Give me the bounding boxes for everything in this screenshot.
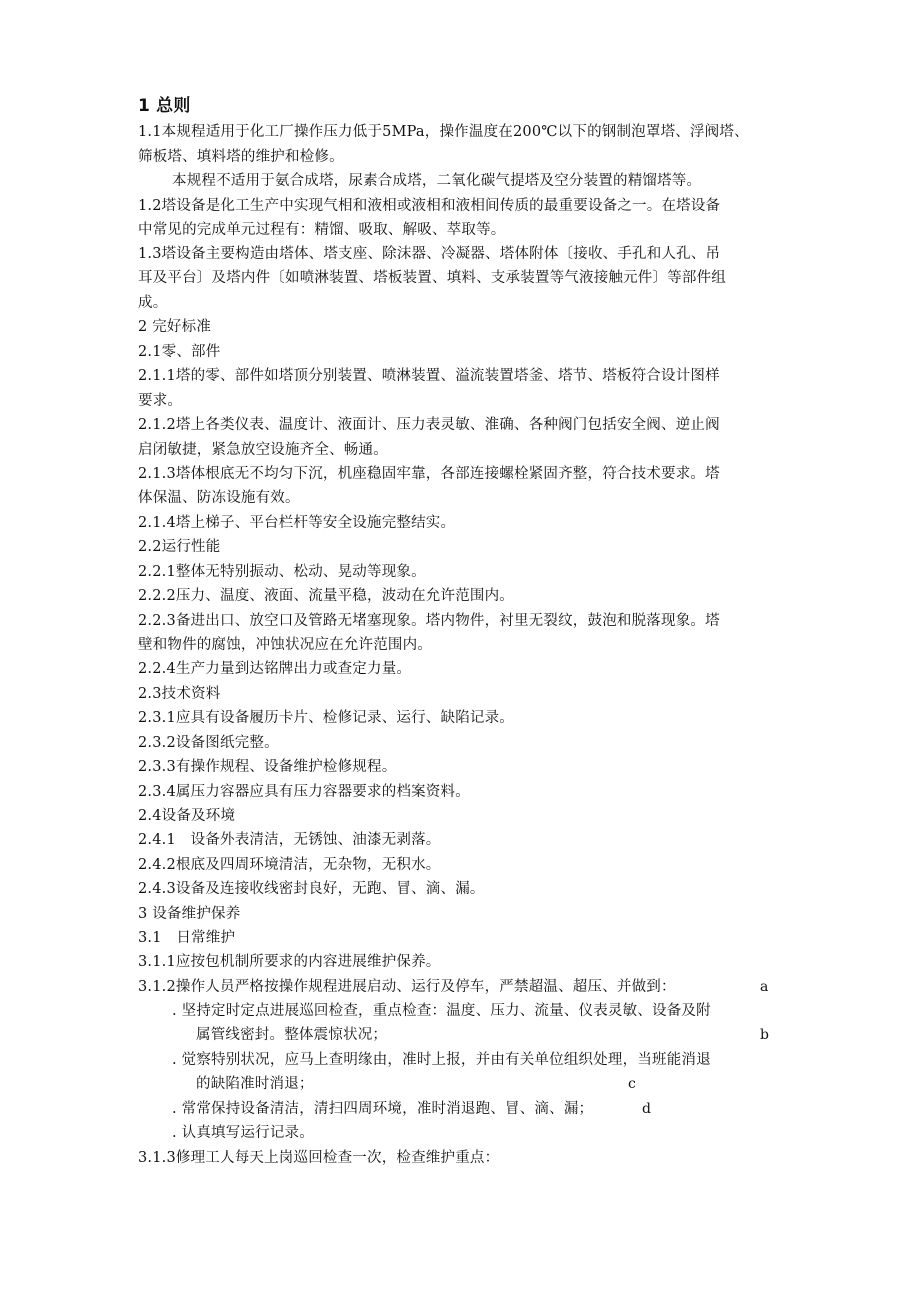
paragraph-line: 耳及平台〕及塔内件〔如喷淋装置、塔板装置、填料、支承装置等气液接触元件〕等部件组 [138, 270, 726, 286]
paragraph-line: 1.1本规程适用于化工厂操作压力低于5MPa，操作温度在200℃以下的钢制泡罩塔、浮阀塔、 [138, 124, 749, 140]
section-heading-3: 3 设备维护保养 [138, 906, 241, 922]
paragraph-line: 2.1.1塔的零、部件如塔顶分别装置、喷淋装置、溢流装置塔釜、塔节、塔板符合设计图样 [138, 368, 720, 384]
paragraph-line: 2.4.2根底及四周环境清洁，无杂物，无积水。 [138, 857, 441, 873]
paragraph-line: 2.2.2压力、温度、液面、流量平稳，波动在允许范围内。 [138, 588, 514, 604]
list-marker: a [760, 979, 769, 995]
list-item: . 认真填写运行记录。 [172, 1125, 314, 1141]
list-item-continuation: 属管线密封。整体震惊状况； [196, 1027, 388, 1043]
list-marker: c [628, 1076, 636, 1092]
paragraph-line: 2.1.4塔上梯子、平台栏杆等安全设施完整结实。 [138, 515, 456, 531]
paragraph-line: 要求。 [138, 393, 183, 409]
paragraph-line: 1.3塔设备主要构造由塔体、塔支座、除沫器、冷凝器、塔体附体〔接收、手孔和人孔、吊 [138, 246, 721, 262]
list-marker: b [760, 1027, 769, 1043]
paragraph-line: 成。 [138, 295, 168, 311]
section-heading-2: 2 完好标准 [138, 319, 212, 335]
paragraph-line: 2.3.4属压力容器应具有压力容器要求的档案资料。 [138, 784, 470, 800]
section-heading-1: 1 总则 [138, 96, 191, 116]
subsection-heading: 3.1 日常维护 [138, 930, 236, 946]
paragraph-line: 2.2.1整体无特别振动、松动、晃动等现象。 [138, 564, 426, 580]
paragraph-line: 3.1.2操作人员严格按操作规程进展启动、运行及停车，严禁超温、超压、并做到： [138, 979, 676, 995]
paragraph-line: 2.2.4生产力量到达铭牌出力或查定力量。 [138, 661, 412, 677]
list-item: . 坚持定时定点进展巡回检查，重点检查：温度、压力、流量、仪表灵敏、设备及附 [172, 1003, 711, 1019]
paragraph-line: 2.1.3塔体根底无不均匀下沉，机座稳固牢靠，各部连接螺栓紧固齐整，符合技术要求。塔 [138, 466, 720, 482]
subsection-heading: 2.2运行性能 [138, 539, 221, 555]
paragraph-line: 2.1.2塔上各类仪表、温度计、液面计、压力表灵敏、淮确、各种阀门包括安全阀、逆止阀 [138, 417, 720, 433]
subsection-heading: 2.1零、部件 [138, 344, 221, 360]
paragraph-line: 本规程不适用于氨合成塔，尿素合成塔，二氧化碳气提塔及空分装置的精馏塔等。 [172, 173, 702, 189]
paragraph-line: 3.1.3修理工人每天上岗巡回检查一次，检查维护重点： [138, 1150, 500, 1166]
paragraph-line: 启闭敏捷，紧急放空设施齐全、畅通。 [138, 442, 388, 458]
subsection-heading: 2.4设备及环境 [138, 808, 236, 824]
paragraph-line: 体保温、防冻设施有效。 [138, 490, 300, 506]
paragraph-line: 1.2塔设备是化工生产中实现气相和液相或液相和液相间传质的最重要设备之一。在塔设备 [138, 198, 721, 214]
paragraph-line: 2.3.1应具有设备履历卡片、检修记录、运行、缺陷记录。 [138, 710, 514, 726]
paragraph-line: 筛板塔、填料塔的维护和检修。 [138, 149, 344, 165]
paragraph-line: 2.2.3备进出口、放空口及管路无堵塞现象。塔内物件，衬里无裂纹，鼓泡和脱落现象。塔 [138, 613, 720, 629]
list-item: . 常常保持设备清洁，清扫四周环境，准时消退跑、冒、滴、漏； [172, 1101, 594, 1117]
list-item-continuation: 的缺陷准时消退； [196, 1076, 314, 1092]
paragraph-line: 3.1.1应按包机制所要求的内容进展维护保养。 [138, 954, 441, 970]
paragraph-line: 2.3.2设备图纸完整。 [138, 735, 279, 751]
paragraph-line: 2.4.1 设备外表清洁，无锈蚀、油漆无剥落。 [138, 832, 441, 848]
paragraph-line: 2.4.3设备及连接收线密封良好，无跑、冒、滴、漏。 [138, 881, 485, 897]
subsection-heading: 2.3技术资料 [138, 686, 221, 702]
list-item: . 觉察特别状况，应马上查明缘由，准时上报，并由有关单位组织处理，当班能消退 [172, 1052, 711, 1068]
list-marker: d [642, 1101, 651, 1117]
paragraph-line: 2.3.3有操作规程、设备维护检修规程。 [138, 759, 397, 775]
paragraph-line: 中常见的完成单元过程有：精馏、吸取、解吸、萃取等。 [138, 222, 506, 238]
paragraph-line: 壁和物件的腐蚀，冲蚀状况应在允许范围内。 [138, 637, 432, 653]
